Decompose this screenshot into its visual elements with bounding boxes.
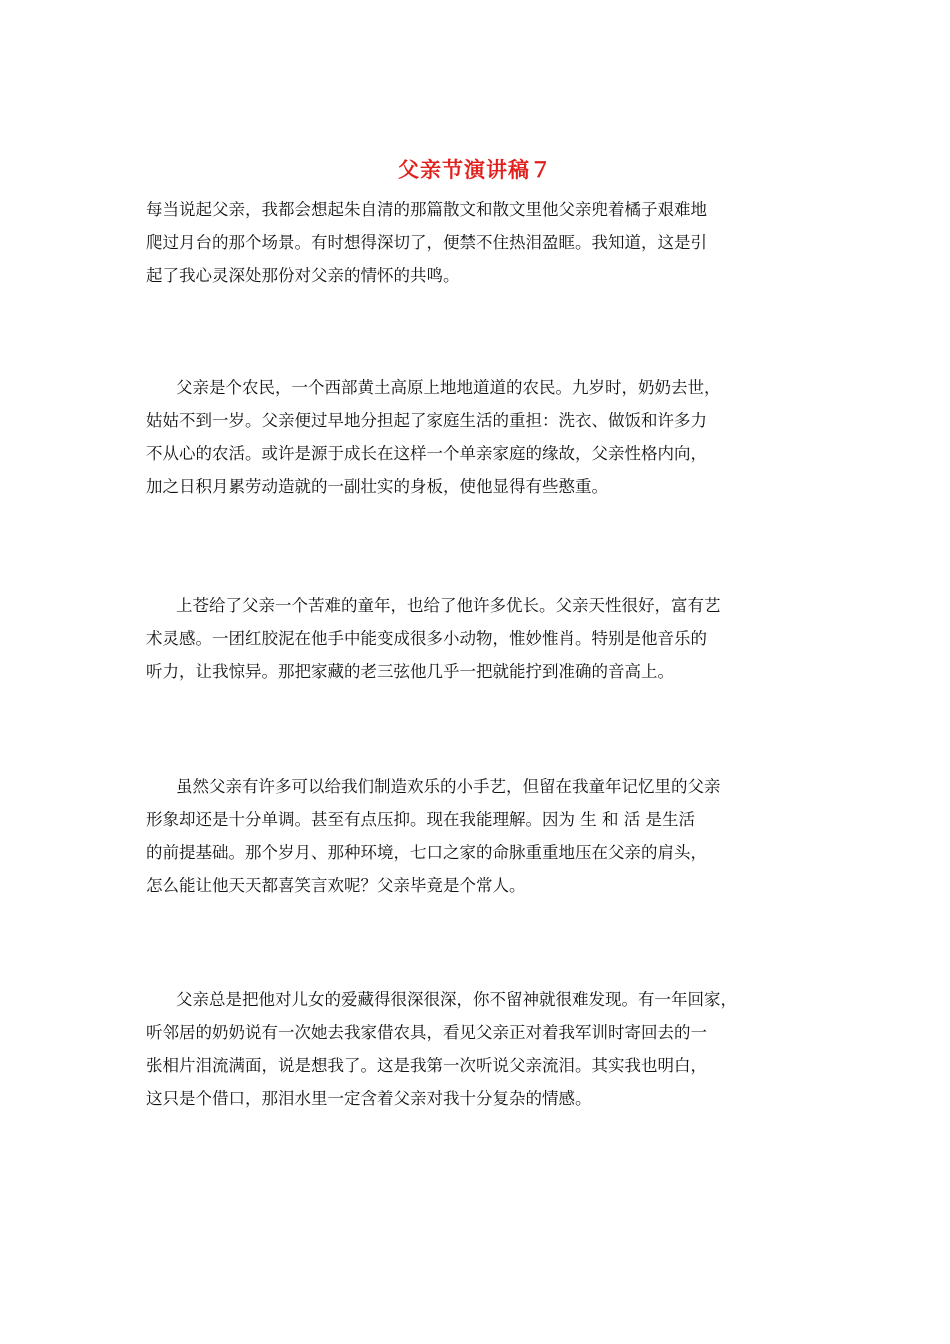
paragraph-5 <box>146 983 826 1115</box>
paragraph-1 <box>146 193 826 292</box>
paragraph-4 <box>146 770 826 902</box>
paragraph-line: 加之日积月累劳动造就的一副壮实的身板，使他显得有些憨重。 <box>146 477 608 496</box>
paragraph-line: 听邻居的奶奶说有一次她去我家借农具，看见父亲正对着我军训时寄回去的一 <box>146 1023 707 1042</box>
paragraph-line: 父亲是个农民，一个西部黄土高原上地地道道的农民。九岁时，奶奶去世， <box>176 378 721 397</box>
paragraph-line: 姑姑不到一岁。父亲便过早地分担起了家庭生活的重担：洗衣、做饭和许多力 <box>146 411 707 430</box>
paragraph-3 <box>146 589 826 688</box>
paragraph-line: 听力，让我惊异。那把家藏的老三弦他几乎一把就能拧到准确的音高上。 <box>146 662 674 681</box>
paragraph-line: 这只是个借口，那泪水里一定含着父亲对我十分复杂的情感。 <box>146 1089 592 1108</box>
paragraph-line: 术灵感。一团红胶泥在他手中能变成很多小动物，惟妙惟肖。特别是他音乐的 <box>146 629 707 648</box>
paragraph-line: 张相片泪流满面，说是想我了。这是我第一次听说父亲流泪。其实我也明白， <box>146 1056 707 1075</box>
paragraph-line: 每当说起父亲，我都会想起朱自清的那篇散文和散文里他父亲兜着橘子艰难地 <box>146 200 707 219</box>
paragraph-line: 父亲总是把他对儿女的爱藏得很深很深，你不留神就很难发现。有一年回家， <box>176 990 737 1009</box>
paragraph-line: 虽然父亲有许多可以给我们制造欢乐的小手艺，但留在我童年记忆里的父亲 <box>176 777 721 796</box>
paragraph-line: 上苍给了父亲一个苦难的童年，也给了他许多优长。父亲天性很好，富有艺 <box>176 596 721 615</box>
paragraph-2 <box>146 371 826 503</box>
paragraph-line: 起了我心灵深处那份对父亲的情怀的共鸣。 <box>146 266 460 285</box>
paragraph-line: 的前提基础。那个岁月、那种环境，七口之家的命脉重重地压在父亲的肩头， <box>146 843 707 862</box>
paragraph-line: 怎么能让他天天都喜笑言欢呢？父亲毕竟是个常人。 <box>146 876 526 895</box>
paragraph-line: 形象却还是十分单调。甚至有点压抑。现在我能理解。因为 生 和 活 是生活 <box>146 810 695 829</box>
paragraph-line: 爬过月台的那个场景。有时想得深切了，便禁不住热泪盈眶。我知道，这是引 <box>146 233 707 252</box>
document-title: 父亲节演讲稿７ <box>398 157 552 182</box>
paragraph-line: 不从心的农活。或许是源于成长在这样一个单亲家庭的缘故，父亲性格内向， <box>146 444 707 463</box>
